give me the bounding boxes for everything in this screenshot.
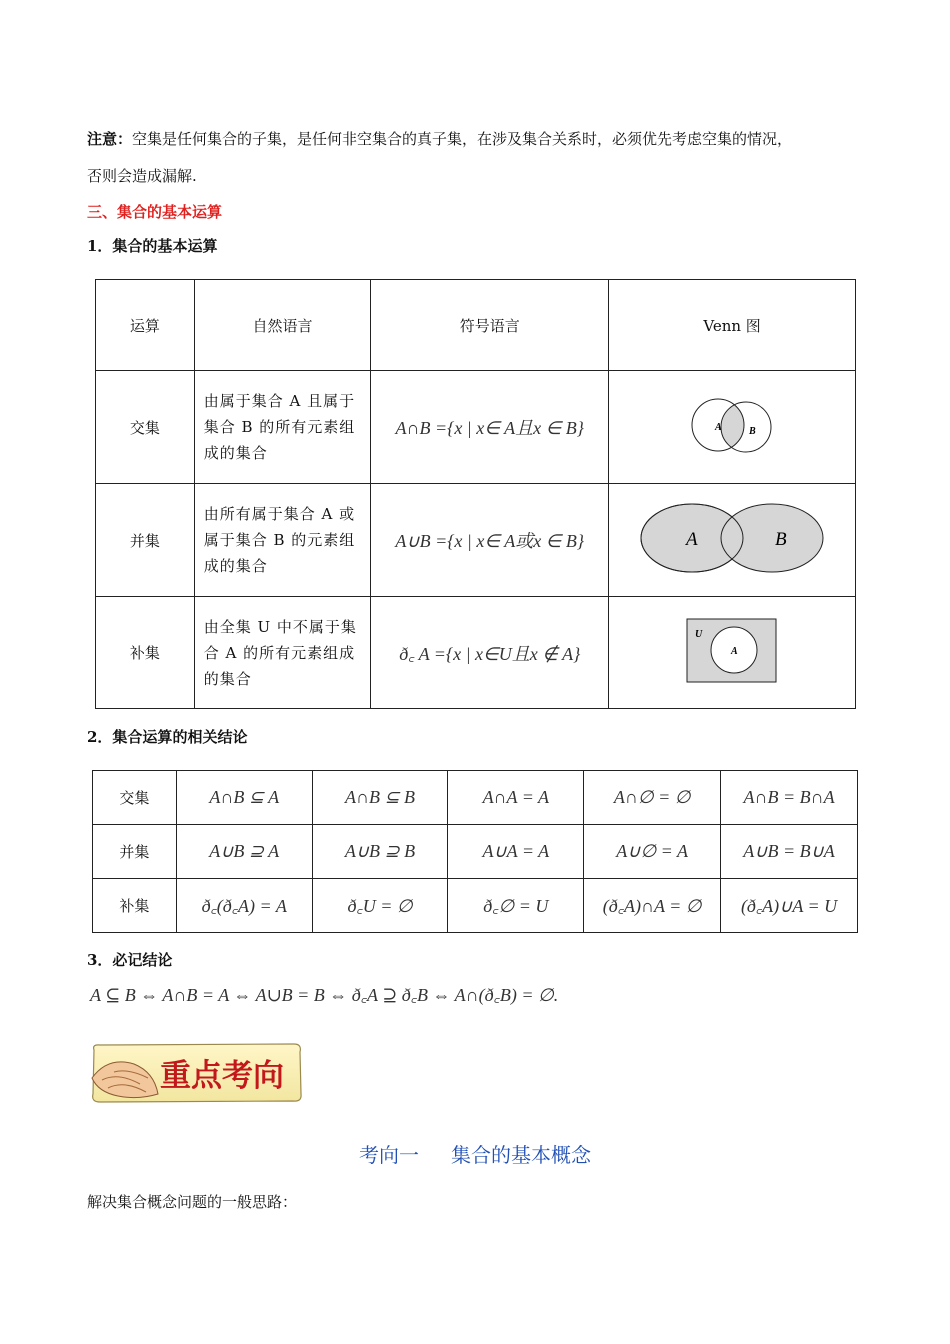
natural-union: 由所有属于集合 A 或属于集合 B 的元素组成的集合 xyxy=(194,484,371,597)
venn-union-diagram xyxy=(639,502,825,574)
formula-cell: A∩∅ = ∅ xyxy=(584,771,721,825)
header-venn-diagram: Venn 图 xyxy=(609,280,856,371)
label-a: A xyxy=(715,422,722,433)
note-text-2: 否则会造成漏解. xyxy=(87,167,197,185)
header-symbol-language: 符号语言 xyxy=(371,280,609,371)
formula-cell: (ð꜀A)∩A = ∅ xyxy=(584,879,721,933)
formula-cell: A∪B ⊇ A xyxy=(176,825,312,879)
symbol-intersection: A∩B ={x | x∈ A且x ∈ B} xyxy=(371,371,609,484)
venn-complement-diagram xyxy=(686,618,778,684)
op-intersection: 交集 xyxy=(96,371,195,484)
formula-cell: ð꜀(ð꜀A) = A xyxy=(176,879,312,933)
table1-row-complement xyxy=(96,597,856,709)
formula-cell: ð꜀U = ∅ xyxy=(312,879,448,933)
note-text-1: 空集是任何集合的子集，是任何非空集合的真子集，在涉及集合关系时，必须优先考虑空集的情况， xyxy=(132,130,793,148)
banner-text: 重点考向 xyxy=(160,1058,284,1094)
formula-cell: A∪B ⊇ B xyxy=(312,825,448,879)
subsection-3-title: 3．必记结论 xyxy=(87,951,173,969)
header-operation: 运算 xyxy=(96,280,195,371)
section-3-title: 三、集合的基本运算 xyxy=(87,203,223,221)
basic-operations-table xyxy=(95,279,856,709)
note-line-1 xyxy=(87,129,792,149)
conclusion-formula: A ⊆ B ⇔ A∩B = A ⇔ A∪B = B ⇔ ð꜀A ⊇ ð꜀B ⇔ A∩(ð꜀B) = ∅. xyxy=(90,985,559,1005)
banner-graphic xyxy=(88,1042,304,1104)
ellipse-b xyxy=(721,504,823,572)
table2-row-intersection xyxy=(93,771,858,825)
formula-cell: A∩A = A xyxy=(448,771,584,825)
direction-title: 集合的基本概念 xyxy=(451,1143,591,1167)
subsection-1-title: 1．集合的基本运算 xyxy=(87,237,218,255)
venn-union-cell xyxy=(609,484,856,597)
venn-intersection-diagram xyxy=(682,393,782,457)
header-natural-language: 自然语言 xyxy=(194,280,371,371)
row-label-intersection: 交集 xyxy=(93,771,177,825)
formula-cell: ð꜀∅ = U xyxy=(448,879,584,933)
formula-cell: (ð꜀A)∪A = U xyxy=(721,879,858,933)
row-label-union: 并集 xyxy=(93,825,177,879)
operation-conclusions-table xyxy=(92,770,858,933)
table2-row-complement xyxy=(93,879,858,933)
formula-cell: A∩B = B∩A xyxy=(721,771,858,825)
direction-label: 考向一 xyxy=(359,1143,419,1167)
venn-intersection-cell xyxy=(609,371,856,484)
formula-cell: A∩B ⊆ B xyxy=(312,771,448,825)
formula-cell: A∩B ⊆ A xyxy=(176,771,312,825)
label-b: B xyxy=(749,426,756,437)
table2-row-union xyxy=(93,825,858,879)
label-a: A xyxy=(731,645,738,657)
symbol-union: A∪B ={x | x∈ A或x ∈ B} xyxy=(371,484,609,597)
table1-row-union xyxy=(96,484,856,597)
natural-intersection: 由属于集合 A 且属于集合 B 的所有元素组成的集合 xyxy=(194,371,371,484)
row-label-complement: 补集 xyxy=(93,879,177,933)
op-union: 并集 xyxy=(96,484,195,597)
op-complement: 补集 xyxy=(96,597,195,709)
venn-complement-cell xyxy=(609,597,856,709)
label-a: A xyxy=(686,529,698,550)
subsection-2-title: 2．集合运算的相关结论 xyxy=(87,728,248,746)
natural-complement: 由全集 U 中不属于集合 A 的所有元素组成的集合 xyxy=(194,597,371,709)
formula-cell: A∪B = B∪A xyxy=(721,825,858,879)
table1-row-intersection xyxy=(96,371,856,484)
symbol-complement: ð꜀ A ={x | x∈U且x ∉ A} xyxy=(371,597,609,709)
intro-text: 解决集合概念问题的一般思路： xyxy=(87,1193,298,1211)
label-b: B xyxy=(775,529,787,550)
formula-cell: A∪∅ = A xyxy=(584,825,721,879)
note-label: 注意： xyxy=(87,130,133,148)
label-u: U xyxy=(695,628,703,640)
direction-heading xyxy=(0,1139,950,1168)
formula-cell: A∪A = A xyxy=(448,825,584,879)
key-directions-banner xyxy=(88,1042,304,1104)
table1-header-row xyxy=(96,280,856,371)
